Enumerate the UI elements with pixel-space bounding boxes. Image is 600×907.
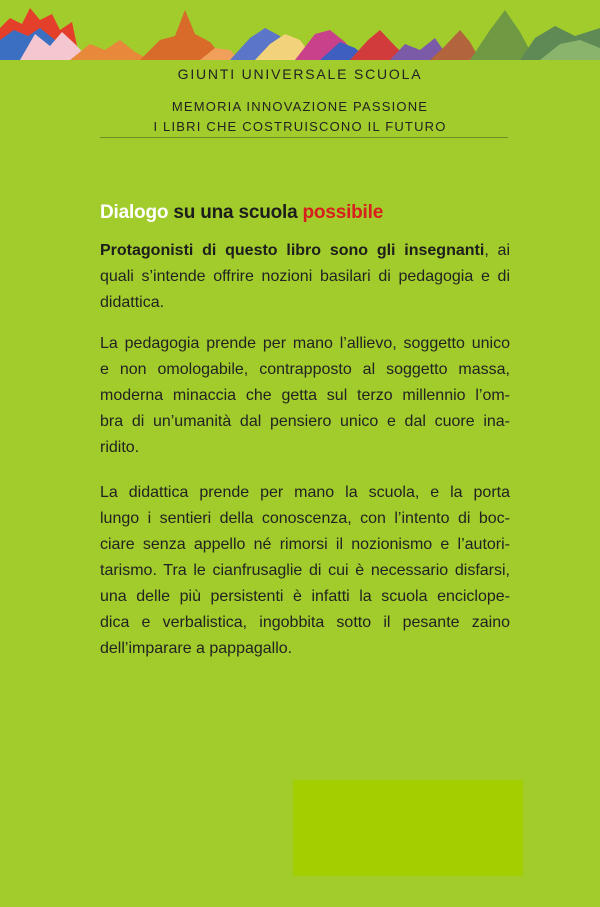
paragraph-didattica [100,480,510,662]
paragraph-line: bra di un’umanità dal pensiero unico e dal cuore ina- [100,413,510,430]
paragraph-lead-rest: , ai [484,242,511,259]
paragraph-line: La pedagogia prende per mano l’allievo, soggetto unico [100,335,510,352]
paragraph-lead: Protagonisti di questo libro sono gli insegnanti [100,242,485,259]
series-name: GIUNTI UNIVERSALE SCUOLA [177,66,423,82]
paragraph-line: ridito. [100,439,140,456]
paragraph-intro [100,238,510,316]
motto-line-2: I LIBRI CHE COSTRUISCONO IL FUTURO [153,119,447,134]
decorative-mountain-strip [0,0,600,60]
title-part-dialogo: Dialogo [100,202,169,223]
book-title [100,202,383,224]
paragraph-line: dica e verbalistica, ingobbita sotto il pesante zaino [100,614,510,631]
paragraph-line: dell’imparare a pappagallo. [100,640,293,657]
paragraph-line: una delle più persistenti è infatti la scuola enciclope- [100,588,510,605]
paragraph-line: tarismo. Tra le cianfrusaglie di cui è necessario disfarsi, [100,562,510,579]
sticker-area [293,780,523,876]
motto-line-1: MEMORIA INNOVAZIONE PASSIONE [171,99,429,114]
paragraph-line: e non omologabile, contrapposto al soggetto massa, [100,361,510,378]
header-divider [100,137,508,138]
title-part-possibile: possibile [302,202,384,223]
paragraph-line: ciare senza appello né rimorsi il nozionismo e l’autori- [100,536,510,553]
paragraph-line: La didattica prende per mano la scuola, e la porta [100,484,510,501]
paragraph-pedagogia [100,331,510,461]
title-part-middle: su una scuola [168,202,303,223]
paragraph-line: quali s’intende offrire nozioni basilari di pedagogia e di [100,268,510,285]
paragraph-line: lungo i sentieri della conoscenza, con l’intento di boc- [100,510,510,527]
paragraph-line [100,238,510,264]
paragraph-line: didattica. [100,294,165,311]
series-motto [0,97,600,137]
paragraph-line: moderna minaccia che getta sul terzo millennio l’om- [100,387,510,404]
